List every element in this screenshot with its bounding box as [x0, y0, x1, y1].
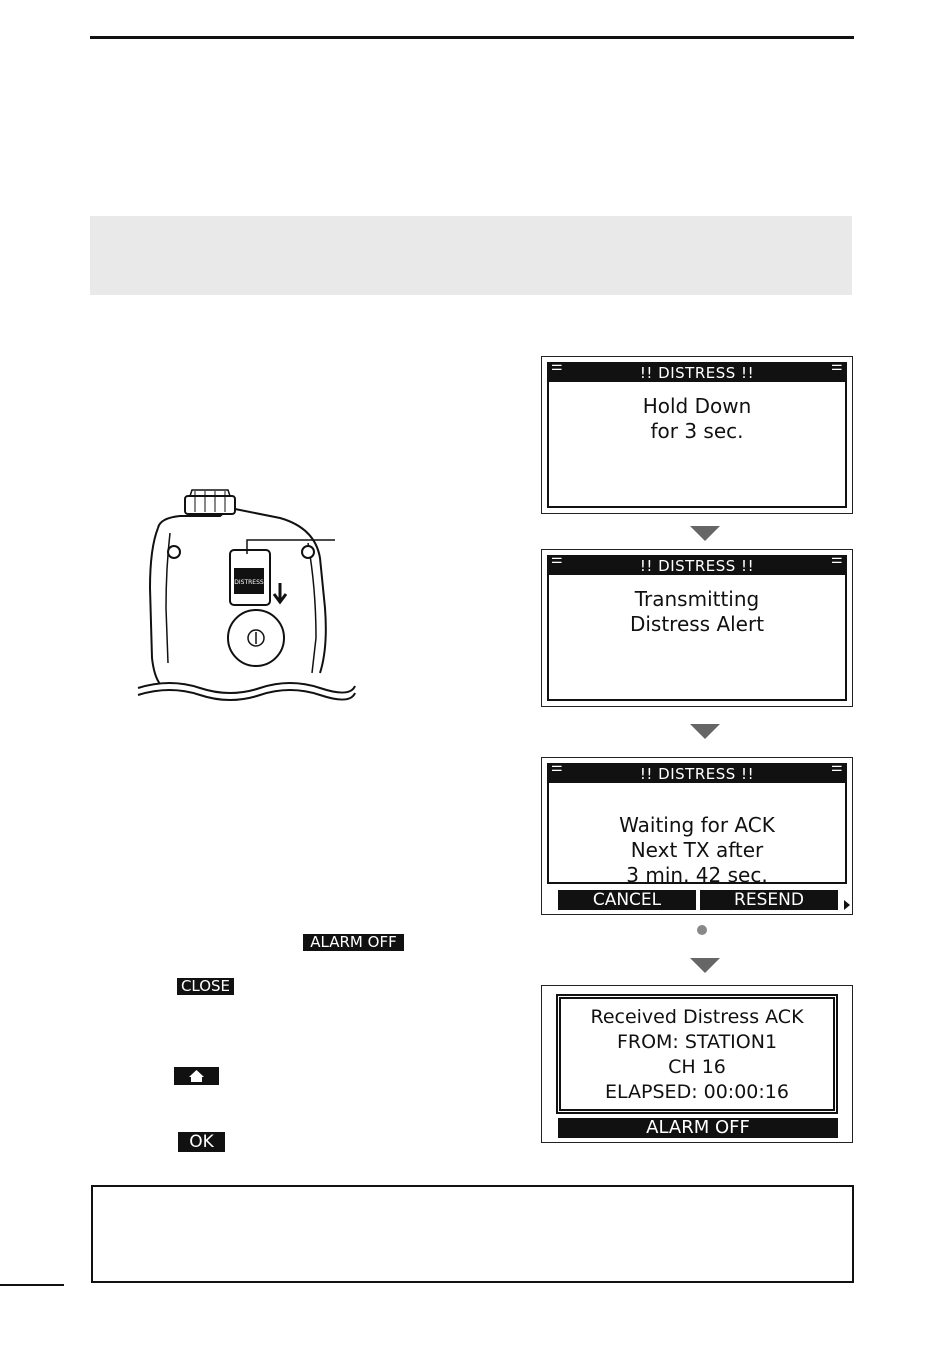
screen-title: !! DISTRESS !! [549, 364, 845, 382]
menu-icon: ☰ [831, 359, 843, 374]
home-key-badge [174, 1067, 219, 1085]
message-line: Distress Alert [629, 612, 765, 636]
message-line: FROM: STATION1 [616, 1031, 778, 1053]
menu-icon: ☰ [551, 552, 563, 567]
message-line: 3 min. 42 sec. [626, 863, 768, 884]
menu-icon: ☰ [831, 760, 843, 775]
lcd-screen-hold-down [541, 356, 853, 514]
alarm-off-softkey[interactable]: ALARM OFF [558, 1118, 838, 1138]
menu-icon: ☰ [551, 760, 563, 775]
top-rule [90, 36, 854, 39]
screen-message [549, 587, 845, 637]
resend-softkey[interactable]: RESEND [700, 890, 838, 910]
flow-arrow-icon [690, 526, 720, 541]
message-line: Next TX after [630, 838, 764, 862]
message-line: Waiting for ACK [619, 813, 775, 837]
message-line: Transmitting [634, 587, 760, 611]
more-arrow-icon [844, 900, 850, 910]
section-header-box [90, 216, 852, 295]
softkey-bar [542, 890, 852, 910]
distress-button-label: DISTRESS [234, 579, 264, 586]
lcd-screen-received-ack [541, 985, 853, 1143]
screen-title: !! DISTRESS !! [549, 557, 845, 575]
lcd-screen-transmitting [541, 549, 853, 707]
ack-popup [556, 994, 838, 1114]
lcd-screen-waiting-ack [541, 757, 853, 915]
cancel-softkey[interactable]: CANCEL [558, 890, 696, 910]
message-line: Hold Down [642, 394, 752, 418]
note-box [91, 1185, 854, 1283]
menu-icon: ☰ [831, 552, 843, 567]
message-line: Received Distress ACK [590, 1006, 804, 1028]
ok-key-badge: OK [178, 1132, 225, 1152]
alarm-off-key-badge: ALARM OFF [303, 934, 404, 951]
flow-arrow-icon [690, 724, 720, 739]
page-footer-rule [0, 1284, 64, 1286]
close-key-badge: CLOSE [177, 978, 234, 995]
home-icon [174, 1067, 219, 1085]
message-line: CH 16 [668, 1056, 726, 1078]
bullet-dot-icon [697, 925, 707, 935]
screen-title: !! DISTRESS !! [549, 765, 845, 783]
message-line: ELAPSED: 00:00:16 [605, 1081, 789, 1103]
ack-message [561, 1005, 833, 1105]
menu-icon: ☰ [551, 359, 563, 374]
flow-arrow-icon [690, 958, 720, 973]
screen-message [549, 813, 845, 884]
radio-illustration [130, 488, 360, 703]
message-line: for 3 sec. [650, 419, 744, 443]
screen-message [549, 394, 845, 444]
